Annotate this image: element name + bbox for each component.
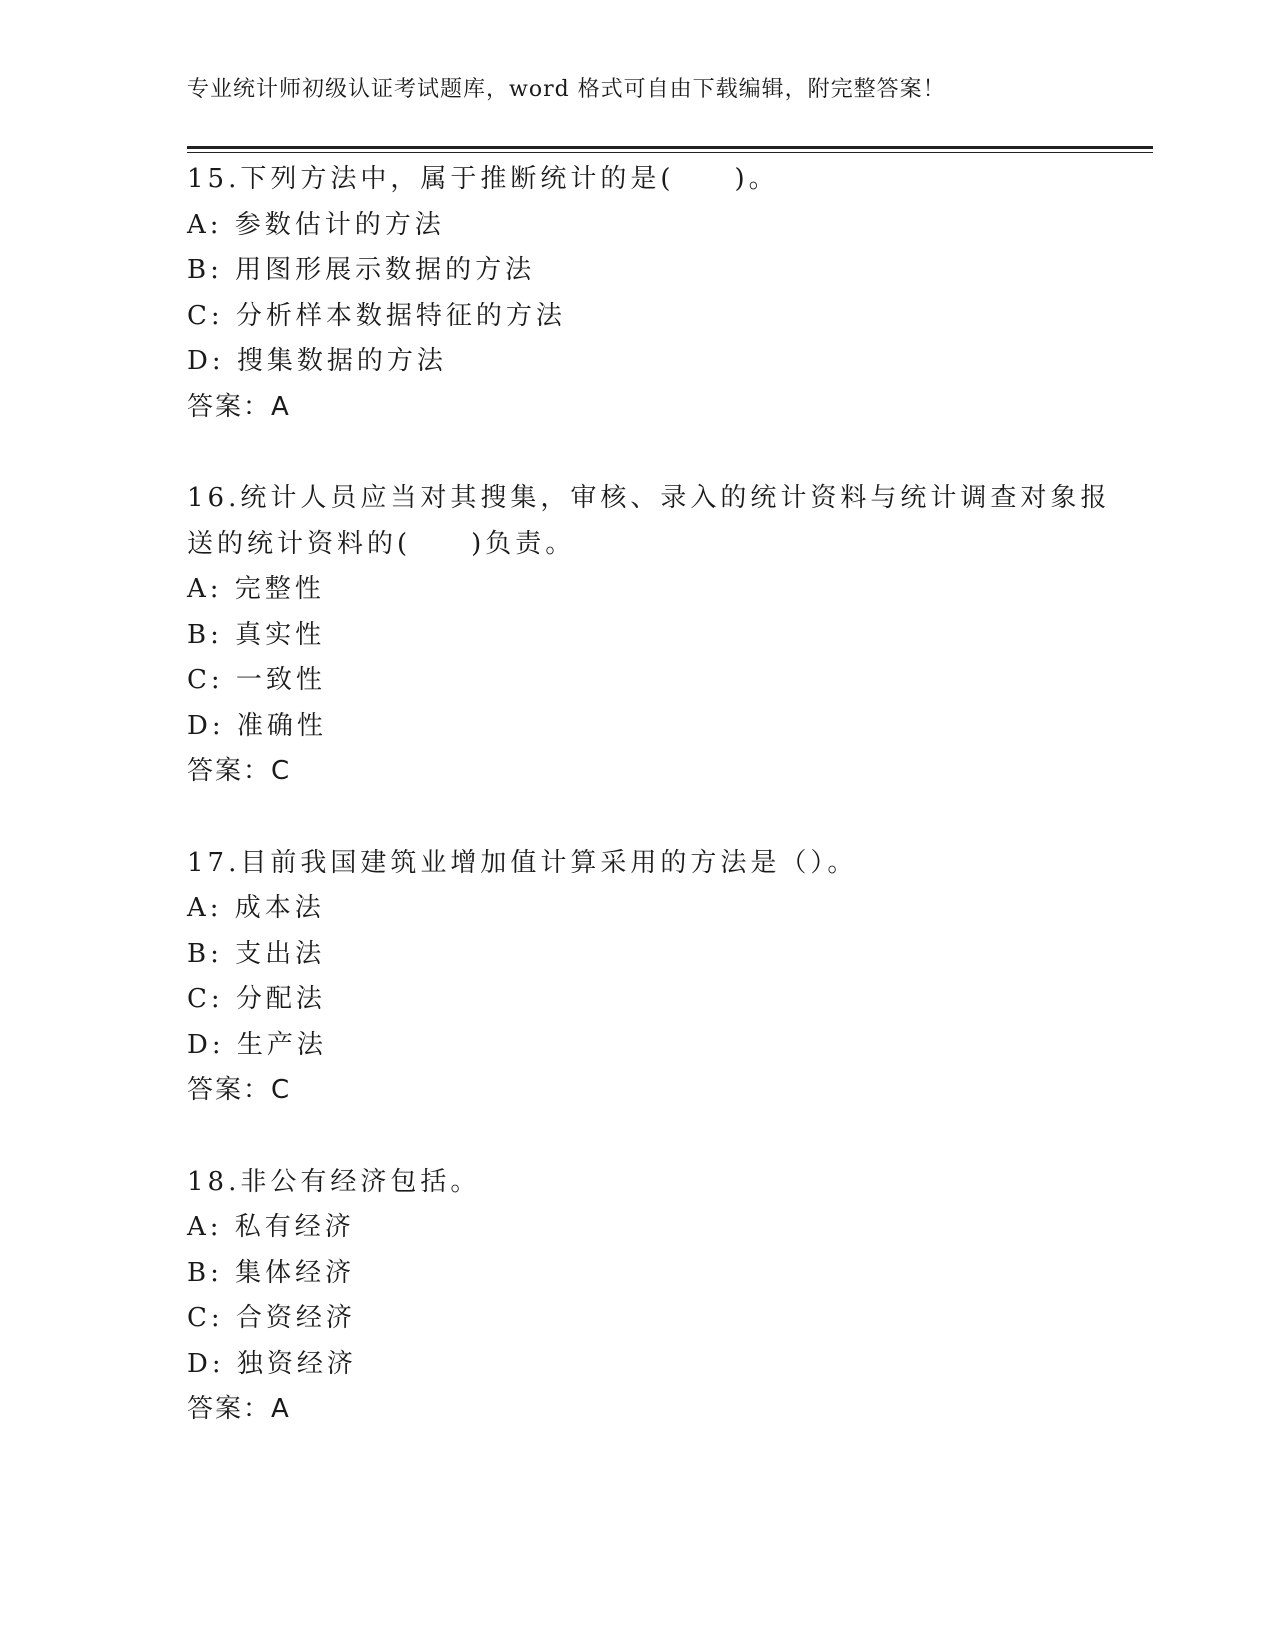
option-b: B: 真实性 (187, 619, 326, 650)
option-a: A: 参数估计的方法 (187, 209, 445, 240)
option-b: B: 用图形展示数据的方法 (187, 255, 536, 285)
option-c: C: 一致性 (187, 665, 326, 695)
question-stem: 18.非公有经济包括。 (187, 1166, 481, 1197)
header-divider-thick (187, 146, 1153, 149)
option-d: D: 搜集数据的方法 (187, 346, 447, 376)
answer-line: 答案：A (187, 391, 291, 422)
question-15 (187, 157, 1087, 430)
question-stem-continued: 送的统计资料的( )负责。 (187, 528, 576, 559)
question-18 (187, 1160, 1087, 1433)
question-stem: 15.下列方法中，属于推断统计的是( )。 (187, 164, 779, 194)
option-a: A: 私有经济 (187, 1212, 355, 1242)
option-d: D: 生产法 (187, 1029, 327, 1060)
option-b: B: 集体经济 (187, 1257, 356, 1288)
option-d: D: 准确性 (187, 710, 327, 741)
option-c: C: 合资经济 (187, 1303, 356, 1333)
answer-line: 答案：C (187, 756, 292, 786)
option-b: B: 支出法 (187, 938, 326, 969)
question-stem: 17.目前我国建筑业增加值计算采用的方法是（）。 (187, 847, 858, 878)
option-d: D: 独资经济 (187, 1348, 357, 1379)
header-divider-thin (187, 152, 1153, 153)
question-stem: 16.统计人员应当对其搜集，审核、录入的统计资料与统计调查对象报 (187, 483, 1111, 513)
question-17 (187, 841, 1087, 1114)
option-c: C: 分析样本数据特征的方法 (187, 300, 566, 331)
page-header: 专业统计师初级认证考试题库，word 格式可自由下载编辑，附完整答案！ (187, 77, 946, 102)
option-c: C: 分配法 (187, 984, 326, 1014)
answer-line: 答案：C (187, 1075, 292, 1105)
question-list (187, 157, 1111, 1479)
option-a: A: 完整性 (187, 574, 325, 604)
option-a: A: 成本法 (187, 893, 325, 923)
question-16 (187, 476, 1111, 795)
answer-line: 答案：A (187, 1394, 291, 1424)
